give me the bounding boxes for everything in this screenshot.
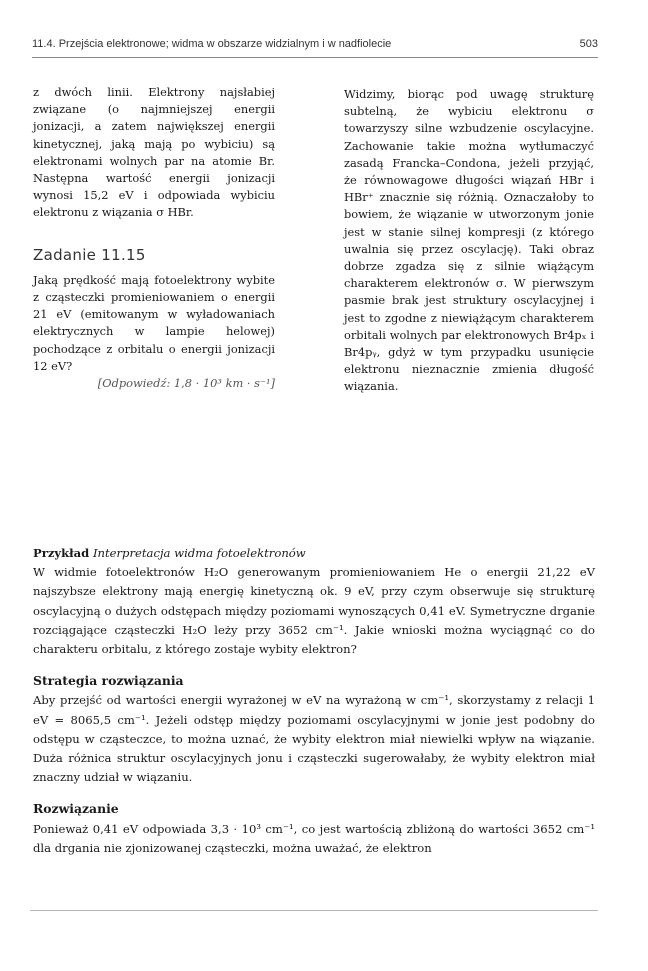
solution-heading: Rozwiązanie <box>33 801 119 817</box>
section-title: 11.4. Przejścia elektronowe; widma w obszarze widzialnym i w nadfiolecie <box>32 38 392 50</box>
example-title: Interpretacja widma fotoelektronów <box>92 546 306 560</box>
strategy-text: Aby przejść od wartości energii wyrażonej w eV na wyrażoną w cm⁻¹, skorzystamy z relacji 1 eV = 8065,5 cm⁻¹. Jeżeli odstęp między poziomami oscylacyjnymi w jonie jest podobny do odstępu w cząsteczce, to można uznać, że wybity elektron miał niewielki wpływ na wiązanie. Duża różnica struktur oscylacyjnych jonu i cząsteczki sugerowałaby, że wybity elektron miał znaczny udział w wiązaniu. <box>33 693 595 785</box>
task-title: Zadanie 11.15 <box>33 245 146 264</box>
footer-rule <box>30 910 598 911</box>
left-intro-paragraph: z dwóch linii. Elektrony najsłabiej związane (o najmniejszej energii jonizacji, a zatem największej energii kinetycznej, jaką mają po wybiciu) są elektronami wolnych par na atomie Br. Następna wartość energii jonizacji wynosi 15,2 eV i odpowiada wybiciu elektronu z wiązania σ HBr. <box>33 85 275 220</box>
right-paragraph: Widzimy, biorąc pod uwagę strukturę subtelną, że wybiciu elektronu σ towarzyszy silne wzbudzenie oscylacyjne. Zachowanie takie można wytłumaczyć zasadą Francka–Condona, jeżeli przyjąć, że równowagowe długości wiązań HBr i HBr⁺ znacznie się różnią. Oznaczałoby to bowiem, że wiązanie w utworzonym jonie jest w stanie silnej kompresji (z którego uwalnia się przez oscylację). Taki obraz dobrze zgadza się z silnie wiążącym charakterem elektronów σ. W pierwszym pasmie brak jest struktury oscylacyjnej i jest to zgodne z niewiążącym charakterem orbitali wolnych par elektronowych Br4pₓ i Br4pᵧ, gdyż w tym przypadku usunięcie elektronu nieznacznie zmienia długość wiązania. <box>344 87 594 394</box>
task-text: Jaką prędkość mają fotoelektrony wybite z cząsteczki promieniowaniem o energii 21 eV (emitowanym w wyładowaniach elektrycznych w lampie helowej) pochodzące z orbitalu o energii jonizacji 12 eV? <box>33 272 275 373</box>
page-number: 503 <box>579 38 598 50</box>
right-column <box>344 86 594 396</box>
strategy-heading: Strategia rozwiązania <box>33 673 184 689</box>
running-header <box>32 38 598 54</box>
left-column <box>33 84 275 392</box>
solution-text: Ponieważ 0,41 eV odpowiada 3,3 · 10³ cm⁻¹, co jest wartością zbliżoną do wartości 3652 cm⁻¹ dla drgania nie zjonizowanej cząsteczki, można uważać, że elektron <box>33 821 595 855</box>
example-section <box>33 544 595 858</box>
header-rule <box>32 57 598 58</box>
example-text: W widmie fotoelektronów H₂O generowanym promieniowaniem He o energii 21,22 eV najszybsze elektrony mają energię kinetyczną ok. 9 eV, przy czym obserwuje się strukturę oscylacyjną o dużych odstępach między poziomami wynoszących 0,41 eV. Symetryczne drganie rozciągające cząsteczki H₂O leży przy 3652 cm⁻¹. Jakie wnioski można wyciągnąć co do charakteru orbitalu, z którego zostaje wybity elektron? <box>33 565 595 657</box>
task-answer: [Odpowiedź: 1,8 · 10³ km · s⁻¹] <box>97 376 275 391</box>
example-label: Przykład <box>33 546 90 560</box>
example-heading <box>33 544 595 563</box>
